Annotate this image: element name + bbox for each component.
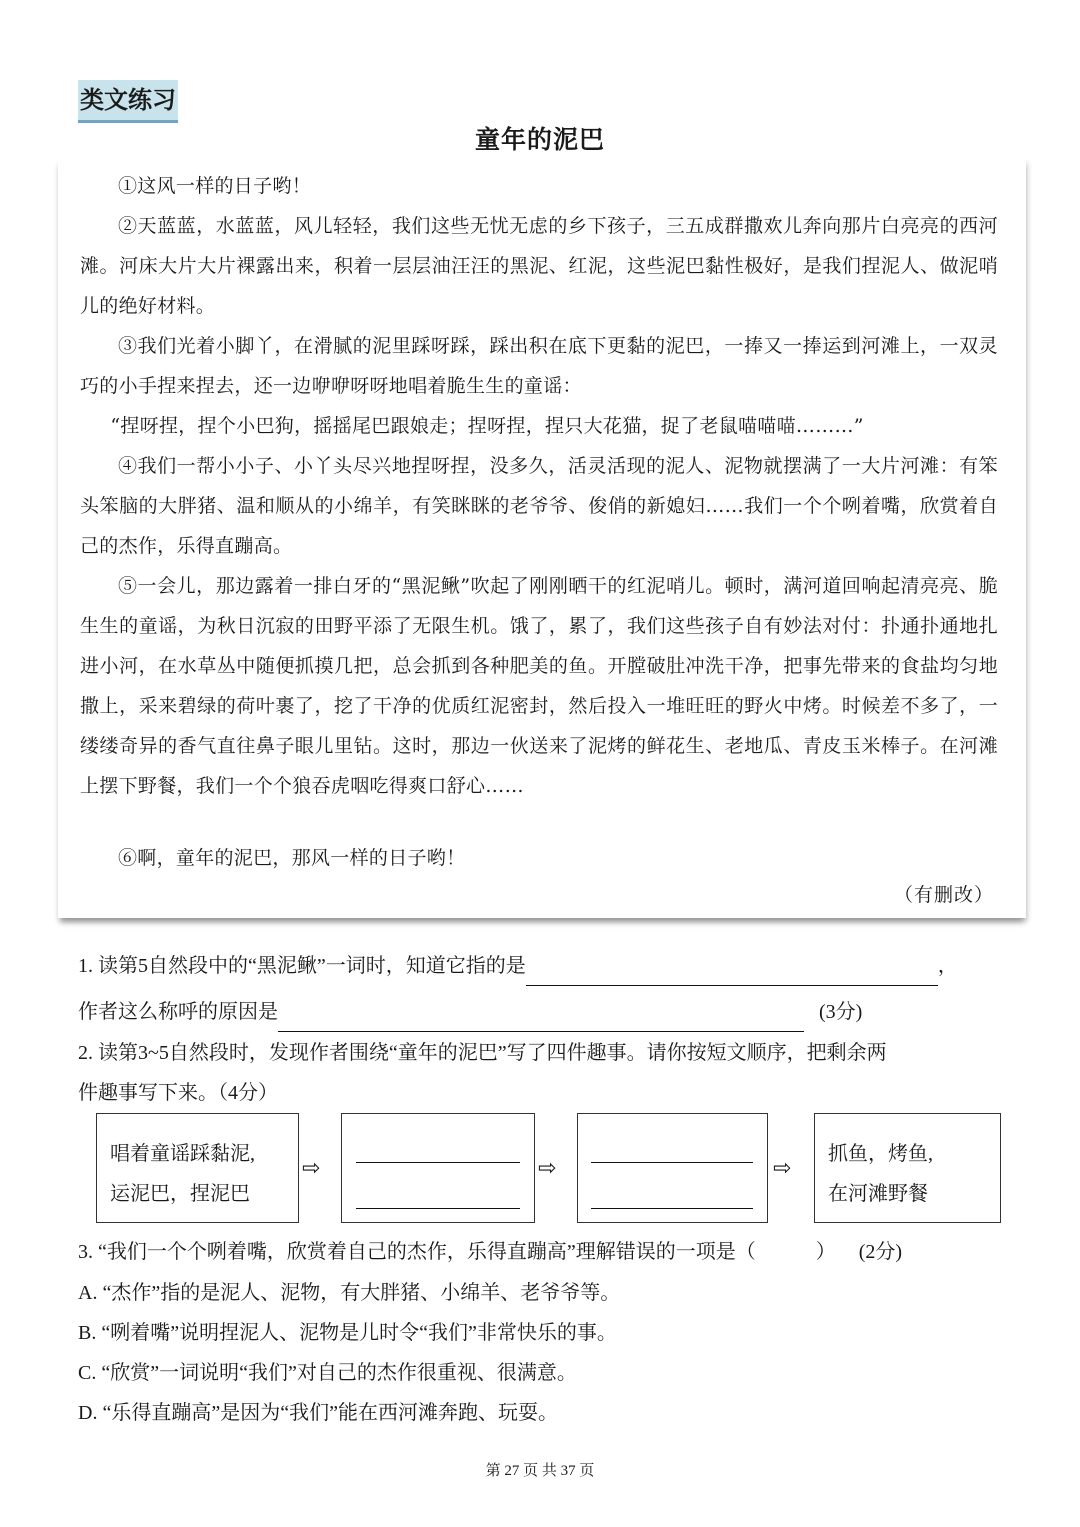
option-d[interactable]: D. “乐得直蹦高”是因为“我们”能在西河滩奔跑、玩耍。 bbox=[78, 1402, 558, 1424]
page-footer: 第 27 页 共 37 页 bbox=[485, 1463, 595, 1479]
flow-box-1 bbox=[96, 1113, 299, 1223]
passage-box bbox=[58, 158, 1026, 918]
flow-box-3-blank-1[interactable] bbox=[591, 1162, 753, 1163]
flow-box-2-blank-1[interactable] bbox=[356, 1162, 520, 1163]
option-a[interactable]: A. “杰作”指的是泥人、泥物，有大胖猪、小绵羊、老爷爷等。 bbox=[78, 1282, 621, 1304]
flow-box-4-line-2: 在河滩野餐 bbox=[828, 1183, 928, 1205]
paragraph-6: ⑥啊，童年的泥巴，那风一样的日子哟！ bbox=[118, 847, 466, 869]
section-tag: 类文练习 bbox=[78, 80, 178, 123]
paragraph-2: ②天蓝蓝，水蓝蓝，风儿轻轻，我们这些无忧无虑的乡下孩子，三五成群撒欢儿奔向那片白亮亮的西河滩。河床大片大片裸露出来，积着一层层油汪汪的黑泥、红泥，这些泥巴黏性极好，是我们捏泥人、做泥哨儿的绝好材料。 bbox=[80, 215, 998, 317]
flow-box-1-line-1: 唱着童谣踩黏泥, bbox=[110, 1143, 255, 1165]
question-1-score: (3分) bbox=[819, 1001, 863, 1023]
question-3-score: (2分) bbox=[858, 1241, 903, 1263]
paragraph-5: ⑤一会儿，那边露着一排白牙的“黑泥鳅”吹起了刚刚晒干的红泥哨儿。顿时，满河道回响起清亮亮、脆生生的童谣，为秋日沉寂的田野平添了无限生机。饿了，累了，我们这些孩子自有妙法对付：扑通扑通地扎进小河，在水草丛中随便抓摸几把，总会抓到各种肥美的鱼。开膛破肚冲洗干净，把事先带来的食盐均匀地撒上，采来碧绿的荷叶裹了，挖了干净的优质红泥密封，然后投入一堆旺旺的野火中烤。时候差不多了，一缕缕奇异的香气直往鼻子眼儿里钻。这时，那边一伙送来了泥烤的鲜花生、老地瓜、青皮玉米棒子。在河滩上摆下野餐，我们一个个狼吞虎咽吃得爽口舒心…… bbox=[80, 575, 998, 797]
question-2-line-1: 2. 读第3~5自然段时，发现作者围绕“童年的泥巴”写了四件趣事。请你按短文顺序，把剩余两 bbox=[78, 1042, 887, 1064]
option-c[interactable]: C. “欣赏”一词说明“我们”对自己的杰作很重视、很满意。 bbox=[78, 1362, 577, 1384]
nursery-rhyme: “捏呀捏，捏个小巴狗，摇摇尾巴跟娘走；捏呀捏，捏只大花猫，捉了老鼠喵喵喵………” bbox=[110, 415, 864, 437]
flow-box-2-blank-2[interactable] bbox=[356, 1208, 520, 1209]
question-1-comma: ， bbox=[937, 955, 958, 977]
flow-arrow-2: ⇨ bbox=[538, 1156, 557, 1181]
flow-box-2[interactable] bbox=[341, 1113, 535, 1223]
flow-box-4 bbox=[814, 1113, 1001, 1223]
question-2-line-2: 件趣事写下来。（4分） bbox=[78, 1082, 278, 1104]
paragraph-1: ①这风一样的日子哟！ bbox=[118, 175, 312, 197]
paragraph-3: ③我们光着小脚丫，在滑腻的泥里踩呀踩，踩出积在底下更黏的泥巴，一捧又一捧运到河滩上，一双灵巧的小手捏来捏去，还一边咿咿呀呀地唱着脆生生的童谣： bbox=[80, 335, 998, 397]
source-note: （有删改） bbox=[893, 884, 994, 906]
option-b[interactable]: B. “咧着嘴”说明捏泥人、泥物是儿时令“我们”非常快乐的事。 bbox=[78, 1322, 617, 1344]
flow-box-3[interactable] bbox=[577, 1113, 768, 1223]
question-1-line-1 bbox=[78, 946, 958, 986]
paragraph-4: ④我们一帮小小子、小丫头尽兴地捏呀捏，没多久，活灵活现的泥人、泥物就摆满了一大片河滩：有笨头笨脑的大胖猪、温和顺从的小绵羊，有笑眯眯的老爷爷、俊俏的新媳妇……我们一个个咧着嘴，欣赏着自己的杰作，乐得直蹦高。 bbox=[80, 455, 998, 557]
question-3-close: ） bbox=[815, 1241, 836, 1263]
answer-blank-1a[interactable] bbox=[526, 959, 938, 986]
flow-box-3-blank-2[interactable] bbox=[591, 1208, 753, 1209]
question-1-text: 1. 读第5自然段中的“黑泥鳅”一词时，知道它指的是 bbox=[78, 955, 526, 977]
question-3-text: 3. “我们一个个咧着嘴，欣赏着自己的杰作，乐得直蹦高”理解错误的一项是（ bbox=[78, 1241, 756, 1263]
question-3-stem bbox=[78, 1232, 902, 1272]
flow-arrow-1: ⇨ bbox=[302, 1156, 321, 1181]
answer-blank-1b[interactable] bbox=[278, 1005, 804, 1032]
flow-box-1-line-2: 运泥巴，捏泥巴 bbox=[110, 1183, 250, 1205]
passage-title: 童年的泥巴 bbox=[474, 125, 605, 154]
flow-arrow-3: ⇨ bbox=[773, 1156, 792, 1181]
question-1-line-2 bbox=[78, 992, 862, 1032]
flow-box-4-line-1: 抓鱼，烤鱼, bbox=[828, 1143, 933, 1165]
question-1-reason-text: 作者这么称呼的原因是 bbox=[78, 1001, 278, 1023]
